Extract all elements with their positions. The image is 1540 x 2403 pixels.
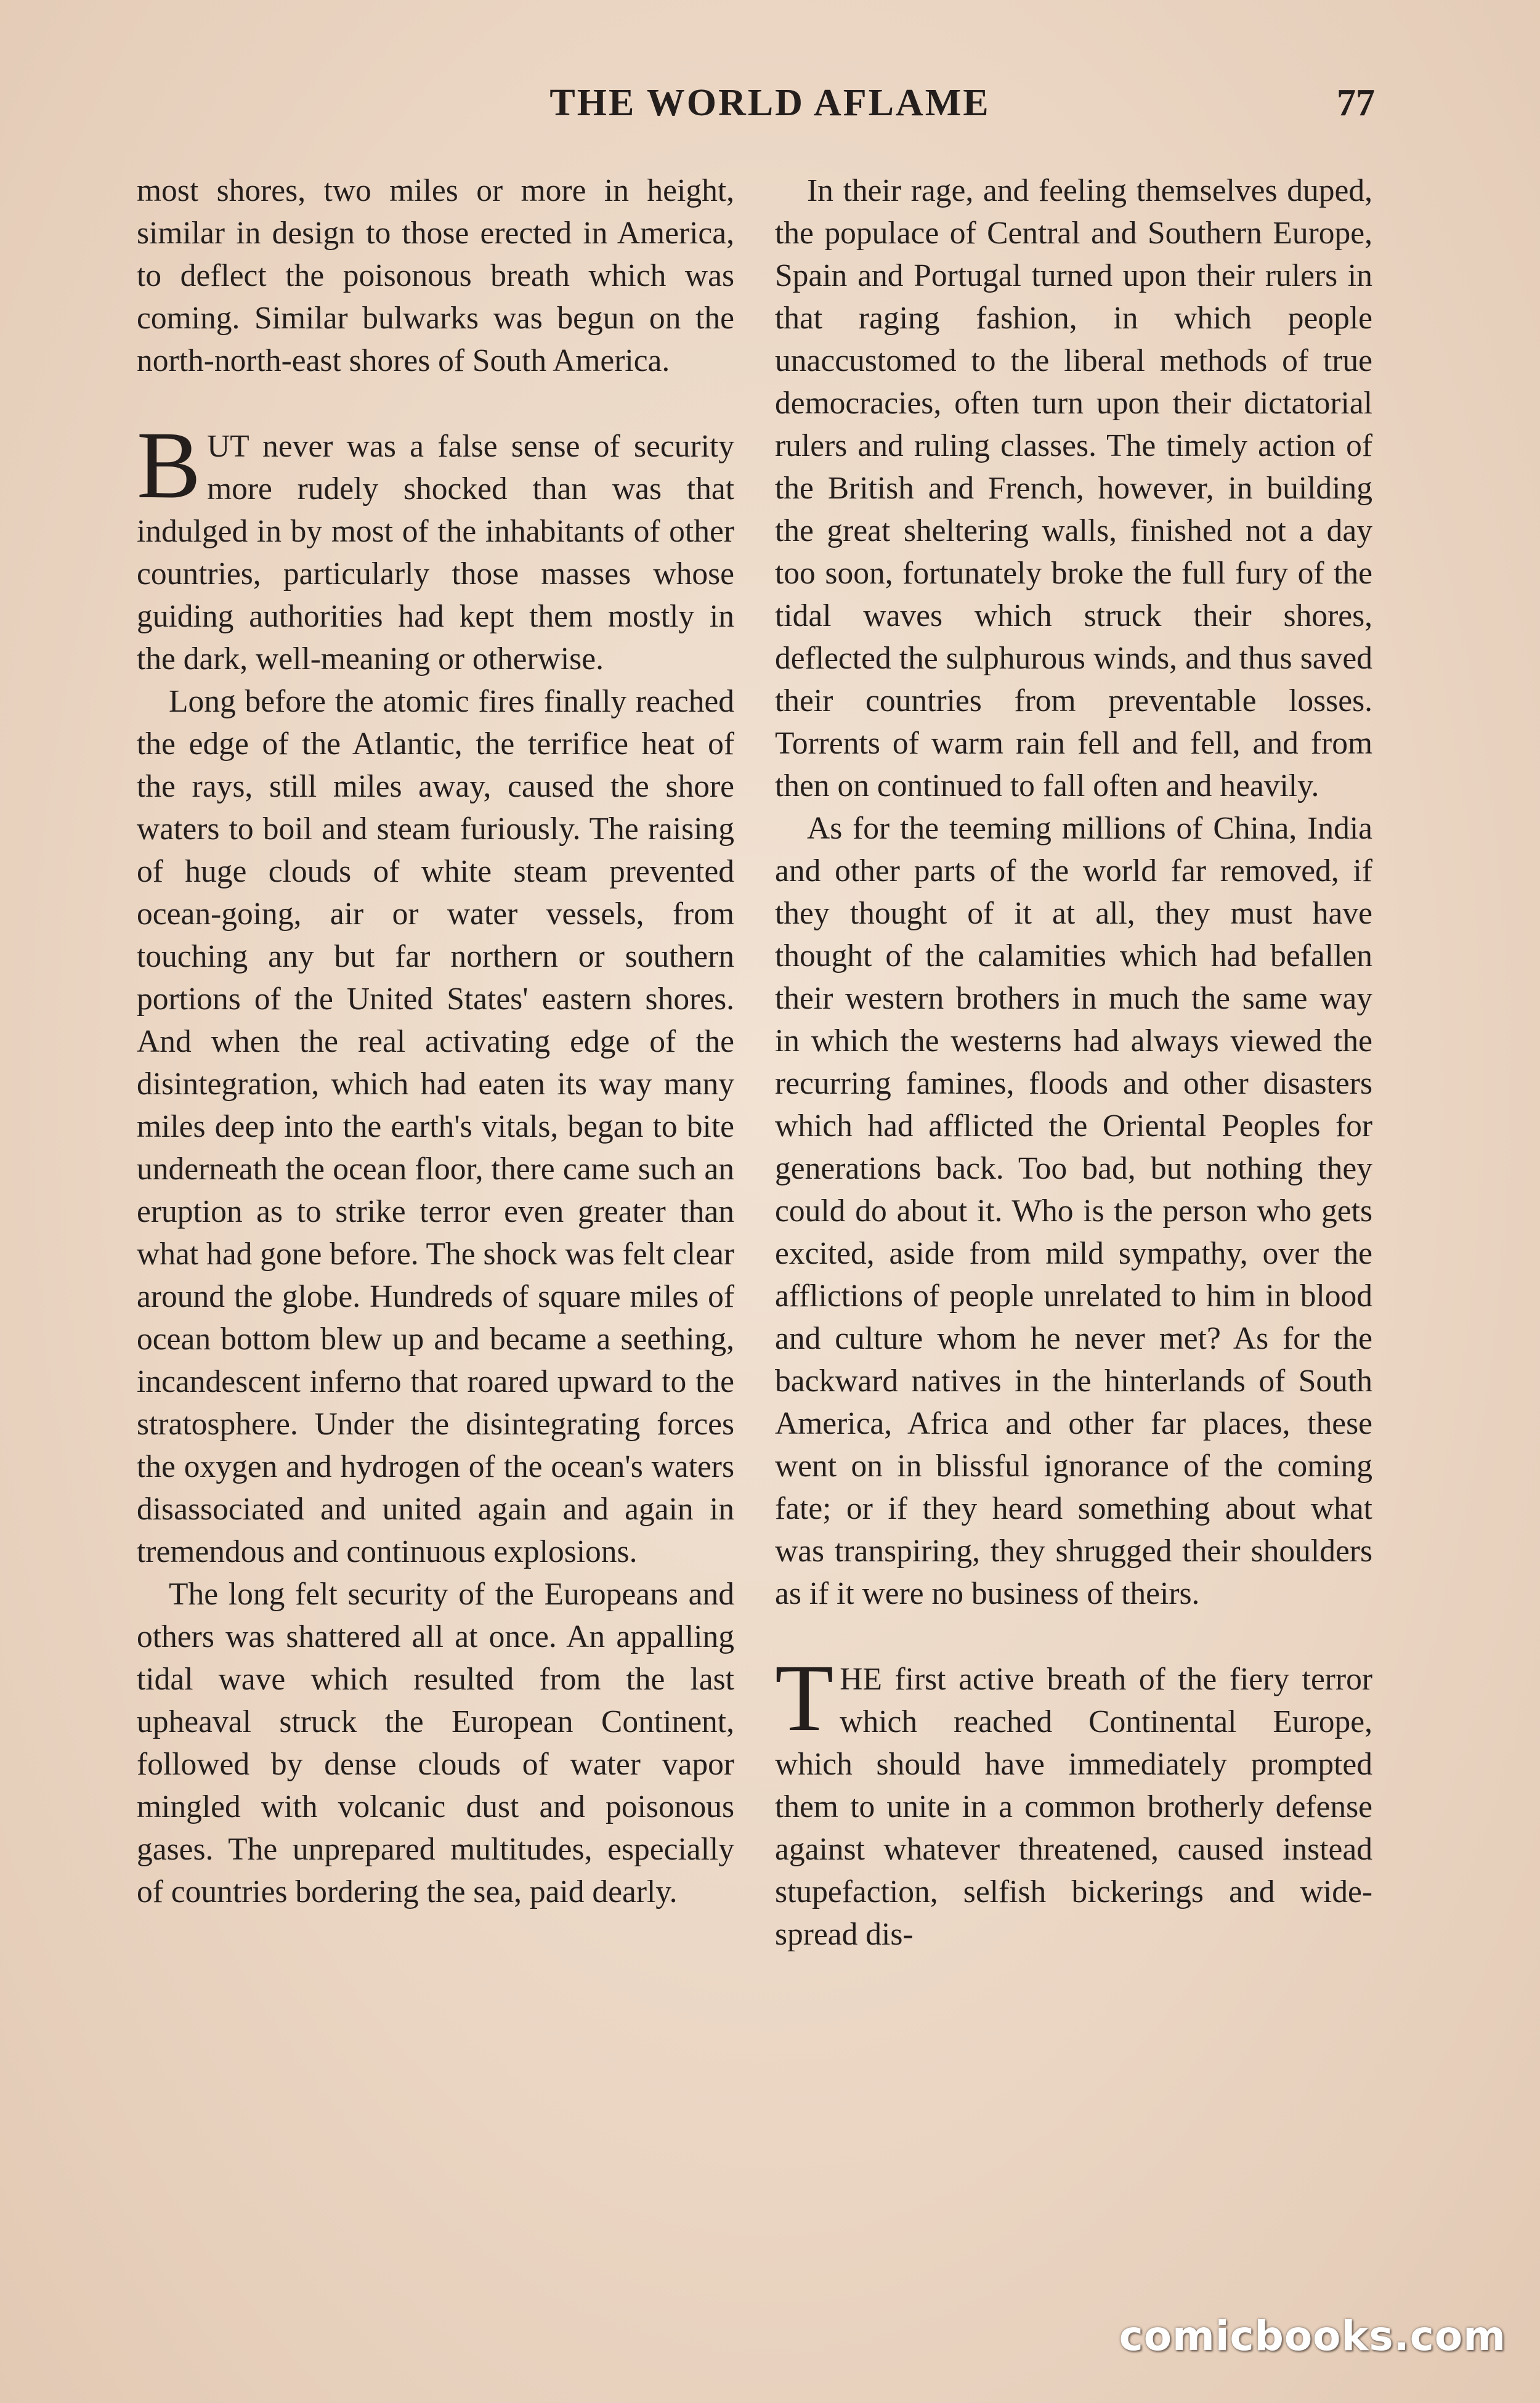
watermark: comicbooks.com xyxy=(1119,2312,1506,2360)
paragraph-dropcap xyxy=(775,1645,1372,1956)
right-column xyxy=(775,169,1372,1956)
paragraph: most shores, two miles or more in height, similar in design to those erected in America, to deflect the poisonous breath which was coming. Similar bulwarks was begun on the north-north-east shores of South America. xyxy=(137,173,734,378)
paragraph: In their rage, and feeling themselves duped, the populace of Central and Southern Europe, Spain and Portugal turned upon their rulers in that raging fashion, in which people unaccustomed to the liberal methods of true democracies, often turn upon their dictatorial rulers and ruling classes. The timely action of the British and French, however, in building the great sheltering walls, finished not a day too soon, fortunately broke the full fury of the tidal waves which struck their shores, deflected the sulphurous winds, and thus saved their countries from preventable losses. Torrents of warm rain fell and fell, and from then on continued to fall often and heavily. xyxy=(775,173,1372,803)
drop-cap: B xyxy=(137,412,201,518)
drop-cap: T xyxy=(775,1645,834,1751)
paragraph: The long felt security of the Europeans and others was shattered all at once. An appalling tidal wave which resulted from the last upheaval struck the European Continent, followed by dense clouds of water vapor mingled with volcanic dust and poisonous gases. The unprepared multitudes, especially of countries bordering the sea, paid dearly. xyxy=(137,1577,734,1909)
paragraph: Long before the atomic fires finally reached the edge of the Atlantic, the terrifice heat of the rays, still miles away, caused the shore waters to boil and steam furiously. The raising of huge clouds of white steam prevented ocean-going, air or water vessels, from touching any but far northern or southern portions of the United States' eastern shores. And when the real activating edge of the disintegration, which had eaten its way many miles deep into the earth's vitals, began to bite underneath the ocean floor, there came such an eruption as to strike terror even greater than what had gone before. The shock was felt clear around the globe. Hundreds of square miles of ocean bottom blew up and became a seething, incandescent inferno that roared upward to the stratosphere. Under the disintegrating forces the oxygen and hydrogen of the ocean's waters disassociated and united again and again in tremendous and continuous explosions. xyxy=(137,684,735,1569)
running-header xyxy=(0,81,1540,143)
paragraph-text: UT never was a false sense of security more rudely shocked than was that indulged in by most of the inhabitants of other countries, particularly those masses whose guiding authorities had kept them mostly in the dark, well-meaning or otherwise. xyxy=(137,429,734,677)
paragraph-text: HE first active breath of the fiery terror which reached Continental Europe, which should have immediately prompted them to unite in a common brotherly defense against whatever threatened, caused instead stupefaction, selfish bickerings and wide-spread dis- xyxy=(775,1662,1372,1952)
left-column xyxy=(137,169,734,1913)
page-number: 77 xyxy=(1337,82,1375,124)
paragraph-dropcap xyxy=(137,412,734,680)
paragraph: As for the teeming millions of China, India and other parts of the world far removed, if they thought of it at all, they must have thought of the calamities which had befallen their western brothers in much the same way in which the westerns had always viewed the recurring famines, floods and other disasters which had afflicted the Oriental Peoples for generations back. Too bad, but nothing they could do about it. Who is the person who gets excited, aside from mild sympathy, over the afflictions of people unrelated to him in blood and culture whom he never met? As for the backward natives in the hinterlands of South America, Africa and other far places, these went on in blissful ignorance of the coming fate; or if they heard something about what was transpiring, they shrugged their shoulders as if it were no business of theirs. xyxy=(775,811,1372,1611)
running-title: THE WORLD AFLAME xyxy=(549,82,991,124)
